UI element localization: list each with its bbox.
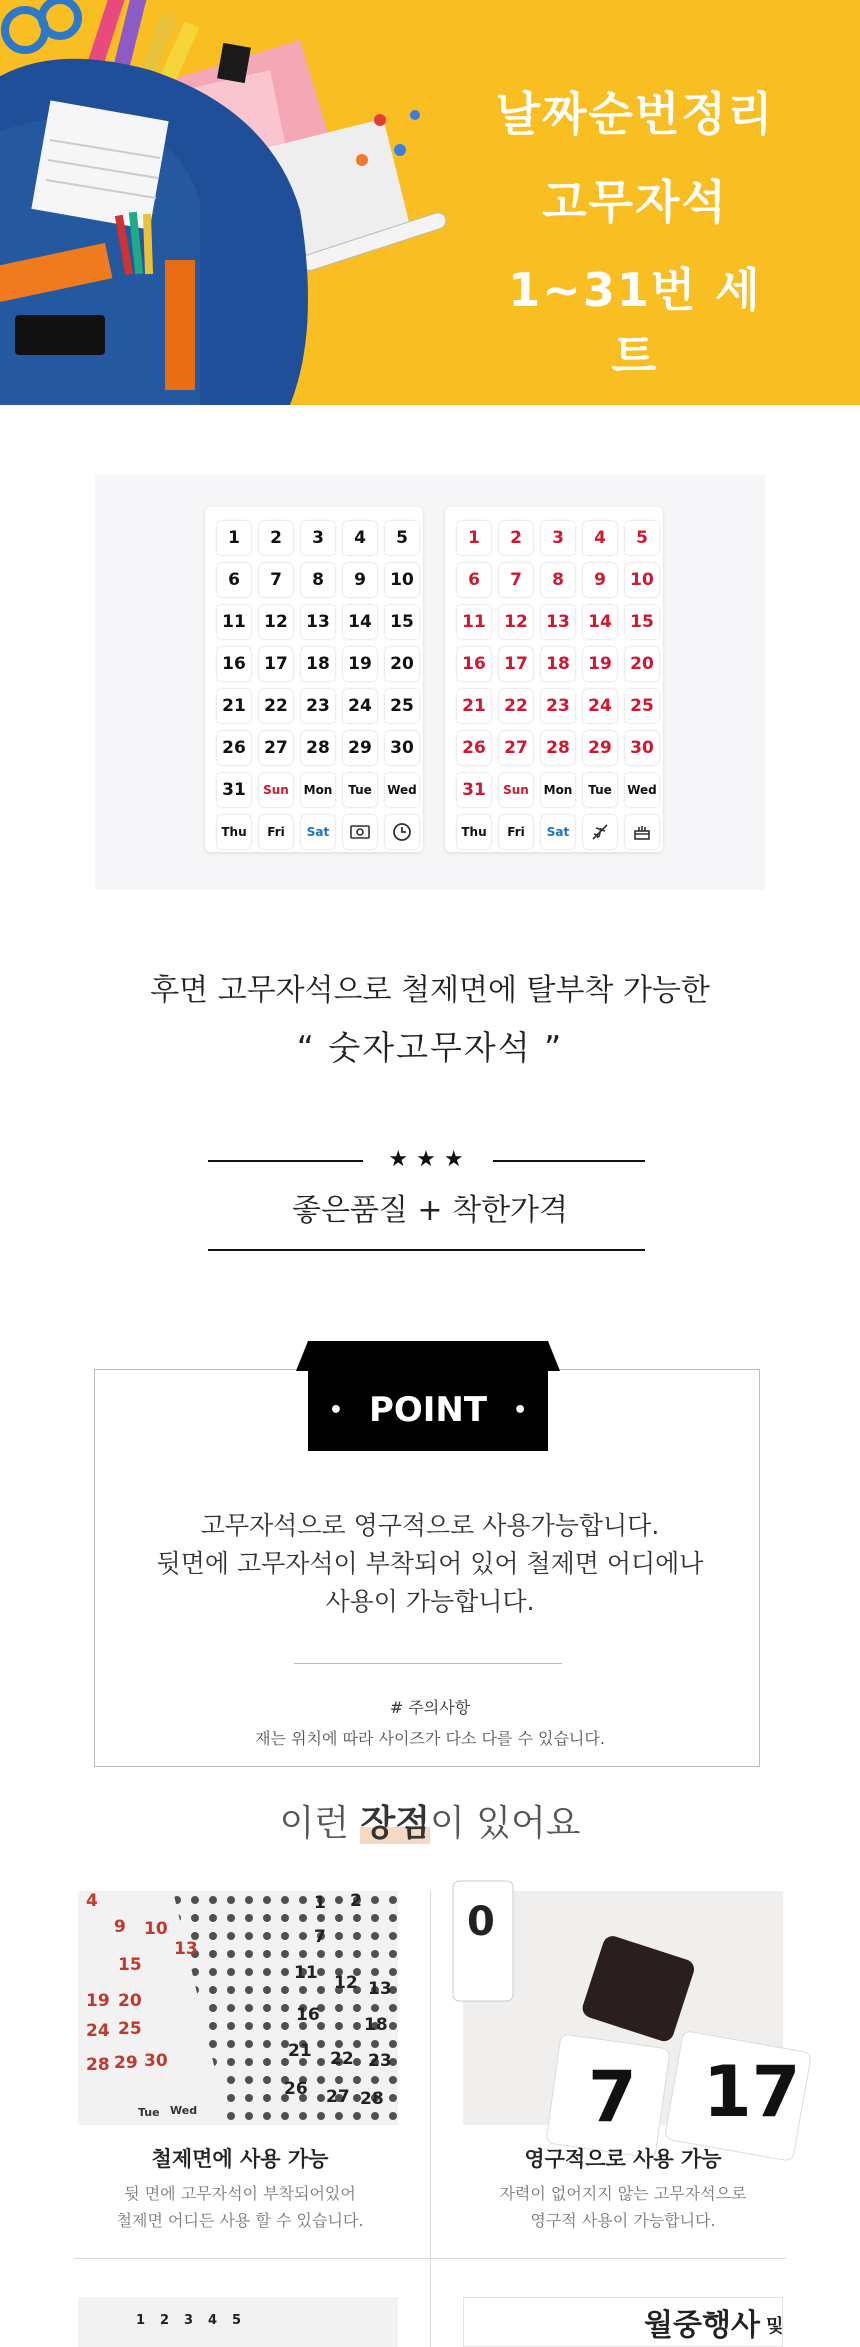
advantages-heading-post: 이 있어요: [430, 1803, 581, 1844]
monthly-board-suffix: 및: [766, 2316, 784, 2337]
advantages-heading-highlight: 장점: [360, 1803, 430, 1844]
quality-rule-right: [493, 1160, 645, 1162]
hero-title-line3: 1~31번 세트: [508, 263, 762, 383]
red-number-sticker: 1: [457, 521, 491, 555]
black-number-sticker: 25: [385, 689, 419, 723]
red-number-sticker: 20: [625, 647, 659, 681]
black-number-sticker: 1: [217, 521, 251, 555]
black-number-sticker: 6: [217, 563, 251, 597]
black-number-sticker: 4: [343, 521, 377, 555]
black-number-sticker: 12: [259, 605, 293, 639]
black-number-sticker: 23: [301, 689, 335, 723]
black-number-sticker: Sat: [301, 815, 335, 849]
red-number-sticker: 5: [625, 521, 659, 555]
black-number-sticker: 31: [217, 773, 251, 807]
photo1-number: 1: [314, 1893, 326, 1913]
photo1-number: 19: [86, 1991, 110, 2011]
black-number-sticker: Fri: [259, 815, 293, 849]
red-number-sticker: 27: [499, 731, 533, 765]
red-number-sticker: 8: [541, 563, 575, 597]
notice-text: 재는 위치에 따라 사이즈가 다소 다를 수 있습니다.: [255, 1729, 605, 1748]
red-number-sticker: 3: [541, 521, 575, 555]
photo1-number: 13: [368, 1979, 392, 1999]
red-number-sticker: 31: [457, 773, 491, 807]
black-number-sticker: 8: [301, 563, 335, 597]
photo2-number: 7: [588, 2056, 637, 2138]
black-number-sticker: 29: [343, 731, 377, 765]
quality-text: 좋은품질 + 착한가격: [291, 1193, 569, 1228]
black-number-sticker: 19: [343, 647, 377, 681]
black-number-sticker: Tue: [343, 773, 377, 807]
quality-rule-bottom: [208, 1249, 645, 1251]
photo2-number: 0: [467, 1899, 495, 1945]
photo1-number: 15: [118, 1955, 142, 1975]
red-number-sticker: 13: [541, 605, 575, 639]
photo1-number: 22: [330, 2049, 354, 2069]
advantage-title-2: 영구적으로 사용 가능: [524, 2147, 722, 2171]
advantages-horizontal-divider: [74, 2258, 786, 2259]
point-line-3: 사용이 가능합니다.: [325, 1587, 535, 1616]
red-number-sticker: 2: [499, 521, 533, 555]
photo1-number: 29: [114, 2053, 138, 2073]
advantage-desc-1-line2: 철제면 어디든 사용 할 수 있습니다.: [116, 2211, 364, 2230]
intro-quote: “ 숫자고무자석 ”: [296, 1028, 564, 1067]
advantages-heading: [0, 1795, 860, 1846]
red-number-sticker: 15: [625, 605, 659, 639]
red-number-sticker: 28: [541, 731, 575, 765]
photo1-number: 28: [86, 2055, 110, 2075]
notice-title: # 주의사항: [389, 1698, 471, 1717]
backpack-illustration: [0, 0, 480, 405]
photo-magnet-closeup: [463, 1891, 801, 2138]
photo1-number: 12: [334, 1973, 358, 1993]
black-number-sticker: 2: [259, 521, 293, 555]
black-number-sticker: 7: [259, 563, 293, 597]
black-number-sticker: Wed: [385, 773, 419, 807]
red-number-sticker: 21: [457, 689, 491, 723]
clock-icon: [385, 815, 419, 849]
black-number-sticker: 11: [217, 605, 251, 639]
advantage-title-1: 철제면에 사용 가능: [151, 2147, 329, 2171]
photo1-number: 23: [368, 2051, 392, 2071]
photo1-number: 18: [364, 2015, 388, 2035]
photo1-number: 10: [144, 1919, 168, 1939]
photo3-number: 5: [232, 2313, 242, 2328]
photo1-number: Wed: [170, 2104, 198, 2117]
photo-monthly-board: [463, 2297, 783, 2347]
photo1-number: 16: [296, 2005, 320, 2025]
black-number-sticker: 28: [301, 731, 335, 765]
point-badge: [308, 1369, 548, 1451]
red-number-sticker: Thu: [457, 815, 491, 849]
advantages-vertical-divider: [430, 1891, 431, 2347]
photo1-number: 4: [86, 1891, 98, 1911]
red-number-sticker: Tue: [583, 773, 617, 807]
black-number-sticker: 5: [385, 521, 419, 555]
black-number-sticker: Sun: [259, 773, 293, 807]
hero-title-line1: 날짜순번정리: [495, 87, 775, 141]
red-number-sticker: 24: [583, 689, 617, 723]
advantage-desc-2-line1: 자력이 없어지지 않는 고무자석으로: [499, 2184, 747, 2203]
photo1-number: 28: [360, 2089, 384, 2109]
red-number-sticker: Sun: [499, 773, 533, 807]
red-number-sticker: 11: [457, 605, 491, 639]
black-number-sticker: 27: [259, 731, 293, 765]
black-number-sticker: 17: [259, 647, 293, 681]
red-number-sticker: 17: [499, 647, 533, 681]
photo1-number: 26: [284, 2079, 308, 2099]
photo1-number: 13: [174, 1939, 198, 1959]
photo1-number: 21: [288, 2041, 312, 2061]
photo-number-row: [78, 2297, 398, 2347]
black-number-sticker: 26: [217, 731, 251, 765]
photo1-number: 9: [114, 1917, 126, 1937]
intro-line: 후면 고무자석으로 철제면에 탈부착 가능한: [150, 973, 710, 1008]
photo1-number: 30: [144, 2051, 168, 2071]
red-number-sticker: 25: [625, 689, 659, 723]
red-number-sticker: 10: [625, 563, 659, 597]
black-number-sticker: 9: [343, 563, 377, 597]
red-number-sticker: 29: [583, 731, 617, 765]
red-number-sticker: 4: [583, 521, 617, 555]
hero-banner: [0, 0, 860, 405]
red-number-sticker: Sat: [541, 815, 575, 849]
black-number-sticker: 3: [301, 521, 335, 555]
point-line-1: 고무자석으로 영구적으로 사용가능합니다.: [200, 1511, 660, 1540]
red-number-sticker: 7: [499, 563, 533, 597]
point-label: POINT: [368, 1390, 488, 1430]
point-tab: [296, 1341, 560, 1371]
quality-rule-left: [208, 1160, 363, 1162]
red-number-sticker: 26: [457, 731, 491, 765]
photo1-number: 7: [314, 1927, 326, 1947]
red-number-sticker: 18: [541, 647, 575, 681]
black-number-sticker: 13: [301, 605, 335, 639]
photo1-number: 11: [294, 1963, 318, 1983]
photo1-number: 20: [118, 1991, 142, 2011]
red-number-sticker: Fri: [499, 815, 533, 849]
point-bullet-right: •: [513, 1397, 528, 1423]
red-number-sticker: 9: [583, 563, 617, 597]
star-icons: ★★★: [388, 1147, 472, 1172]
photo3-number: 3: [184, 2313, 194, 2328]
sticker-sheet-black: [205, 507, 423, 852]
advantage-desc-2-line2: 영구적 사용이 가능합니다.: [530, 2211, 716, 2230]
black-number-sticker: 20: [385, 647, 419, 681]
black-number-sticker: 16: [217, 647, 251, 681]
red-number-sticker: 22: [499, 689, 533, 723]
advantage-desc-1: [60, 2180, 420, 2234]
black-number-sticker: Thu: [217, 815, 251, 849]
sticker-sheet-red: [445, 507, 663, 852]
advantage-desc-1-line1: 뒷 면에 고무자석이 부착되어있어: [124, 2184, 356, 2203]
red-number-sticker: Mon: [541, 773, 575, 807]
photo1-number: 25: [118, 2019, 142, 2039]
advantage-desc-2: [443, 2180, 803, 2234]
photo1-number: 27: [326, 2087, 350, 2107]
sticker-sheets-area: [95, 475, 765, 890]
black-number-sticker: 22: [259, 689, 293, 723]
red-number-sticker: Wed: [625, 773, 659, 807]
black-number-sticker: 24: [343, 689, 377, 723]
photo3-number: 1: [136, 2313, 146, 2328]
black-number-sticker: 30: [385, 731, 419, 765]
red-number-sticker: 12: [499, 605, 533, 639]
point-divider: [294, 1663, 562, 1664]
black-number-sticker: Mon: [301, 773, 335, 807]
point-bullet-left: •: [328, 1397, 343, 1423]
photo1-number: 2: [350, 1891, 362, 1911]
black-number-sticker: 15: [385, 605, 419, 639]
money-icon: [343, 815, 377, 849]
red-number-sticker: 23: [541, 689, 575, 723]
red-number-sticker: 6: [457, 563, 491, 597]
black-number-sticker: 21: [217, 689, 251, 723]
hero-title-line2: 고무자석: [542, 175, 728, 229]
red-number-sticker: 14: [583, 605, 617, 639]
black-number-sticker: 14: [343, 605, 377, 639]
photo-metal-surface: [78, 1891, 398, 2125]
photo3-number: 4: [208, 2313, 218, 2328]
black-number-sticker: 18: [301, 647, 335, 681]
photo3-number: 2: [160, 2313, 170, 2328]
monthly-board-title: 월중행사: [644, 2308, 760, 2343]
photo1-number: Tue: [138, 2106, 160, 2119]
red-number-sticker: 16: [457, 647, 491, 681]
cake-icon: [625, 815, 659, 849]
black-number-sticker: 10: [385, 563, 419, 597]
advantages-heading-pre: 이런: [279, 1803, 361, 1844]
airplane-icon: [583, 815, 617, 849]
red-number-sticker: 30: [625, 731, 659, 765]
photo2-number: 17: [703, 2051, 801, 2133]
point-line-2: 뒷면에 고무자석이 부착되어 있어 철제면 어디에나: [156, 1549, 704, 1578]
photo1-number: 24: [86, 2021, 110, 2041]
red-number-sticker: 19: [583, 647, 617, 681]
